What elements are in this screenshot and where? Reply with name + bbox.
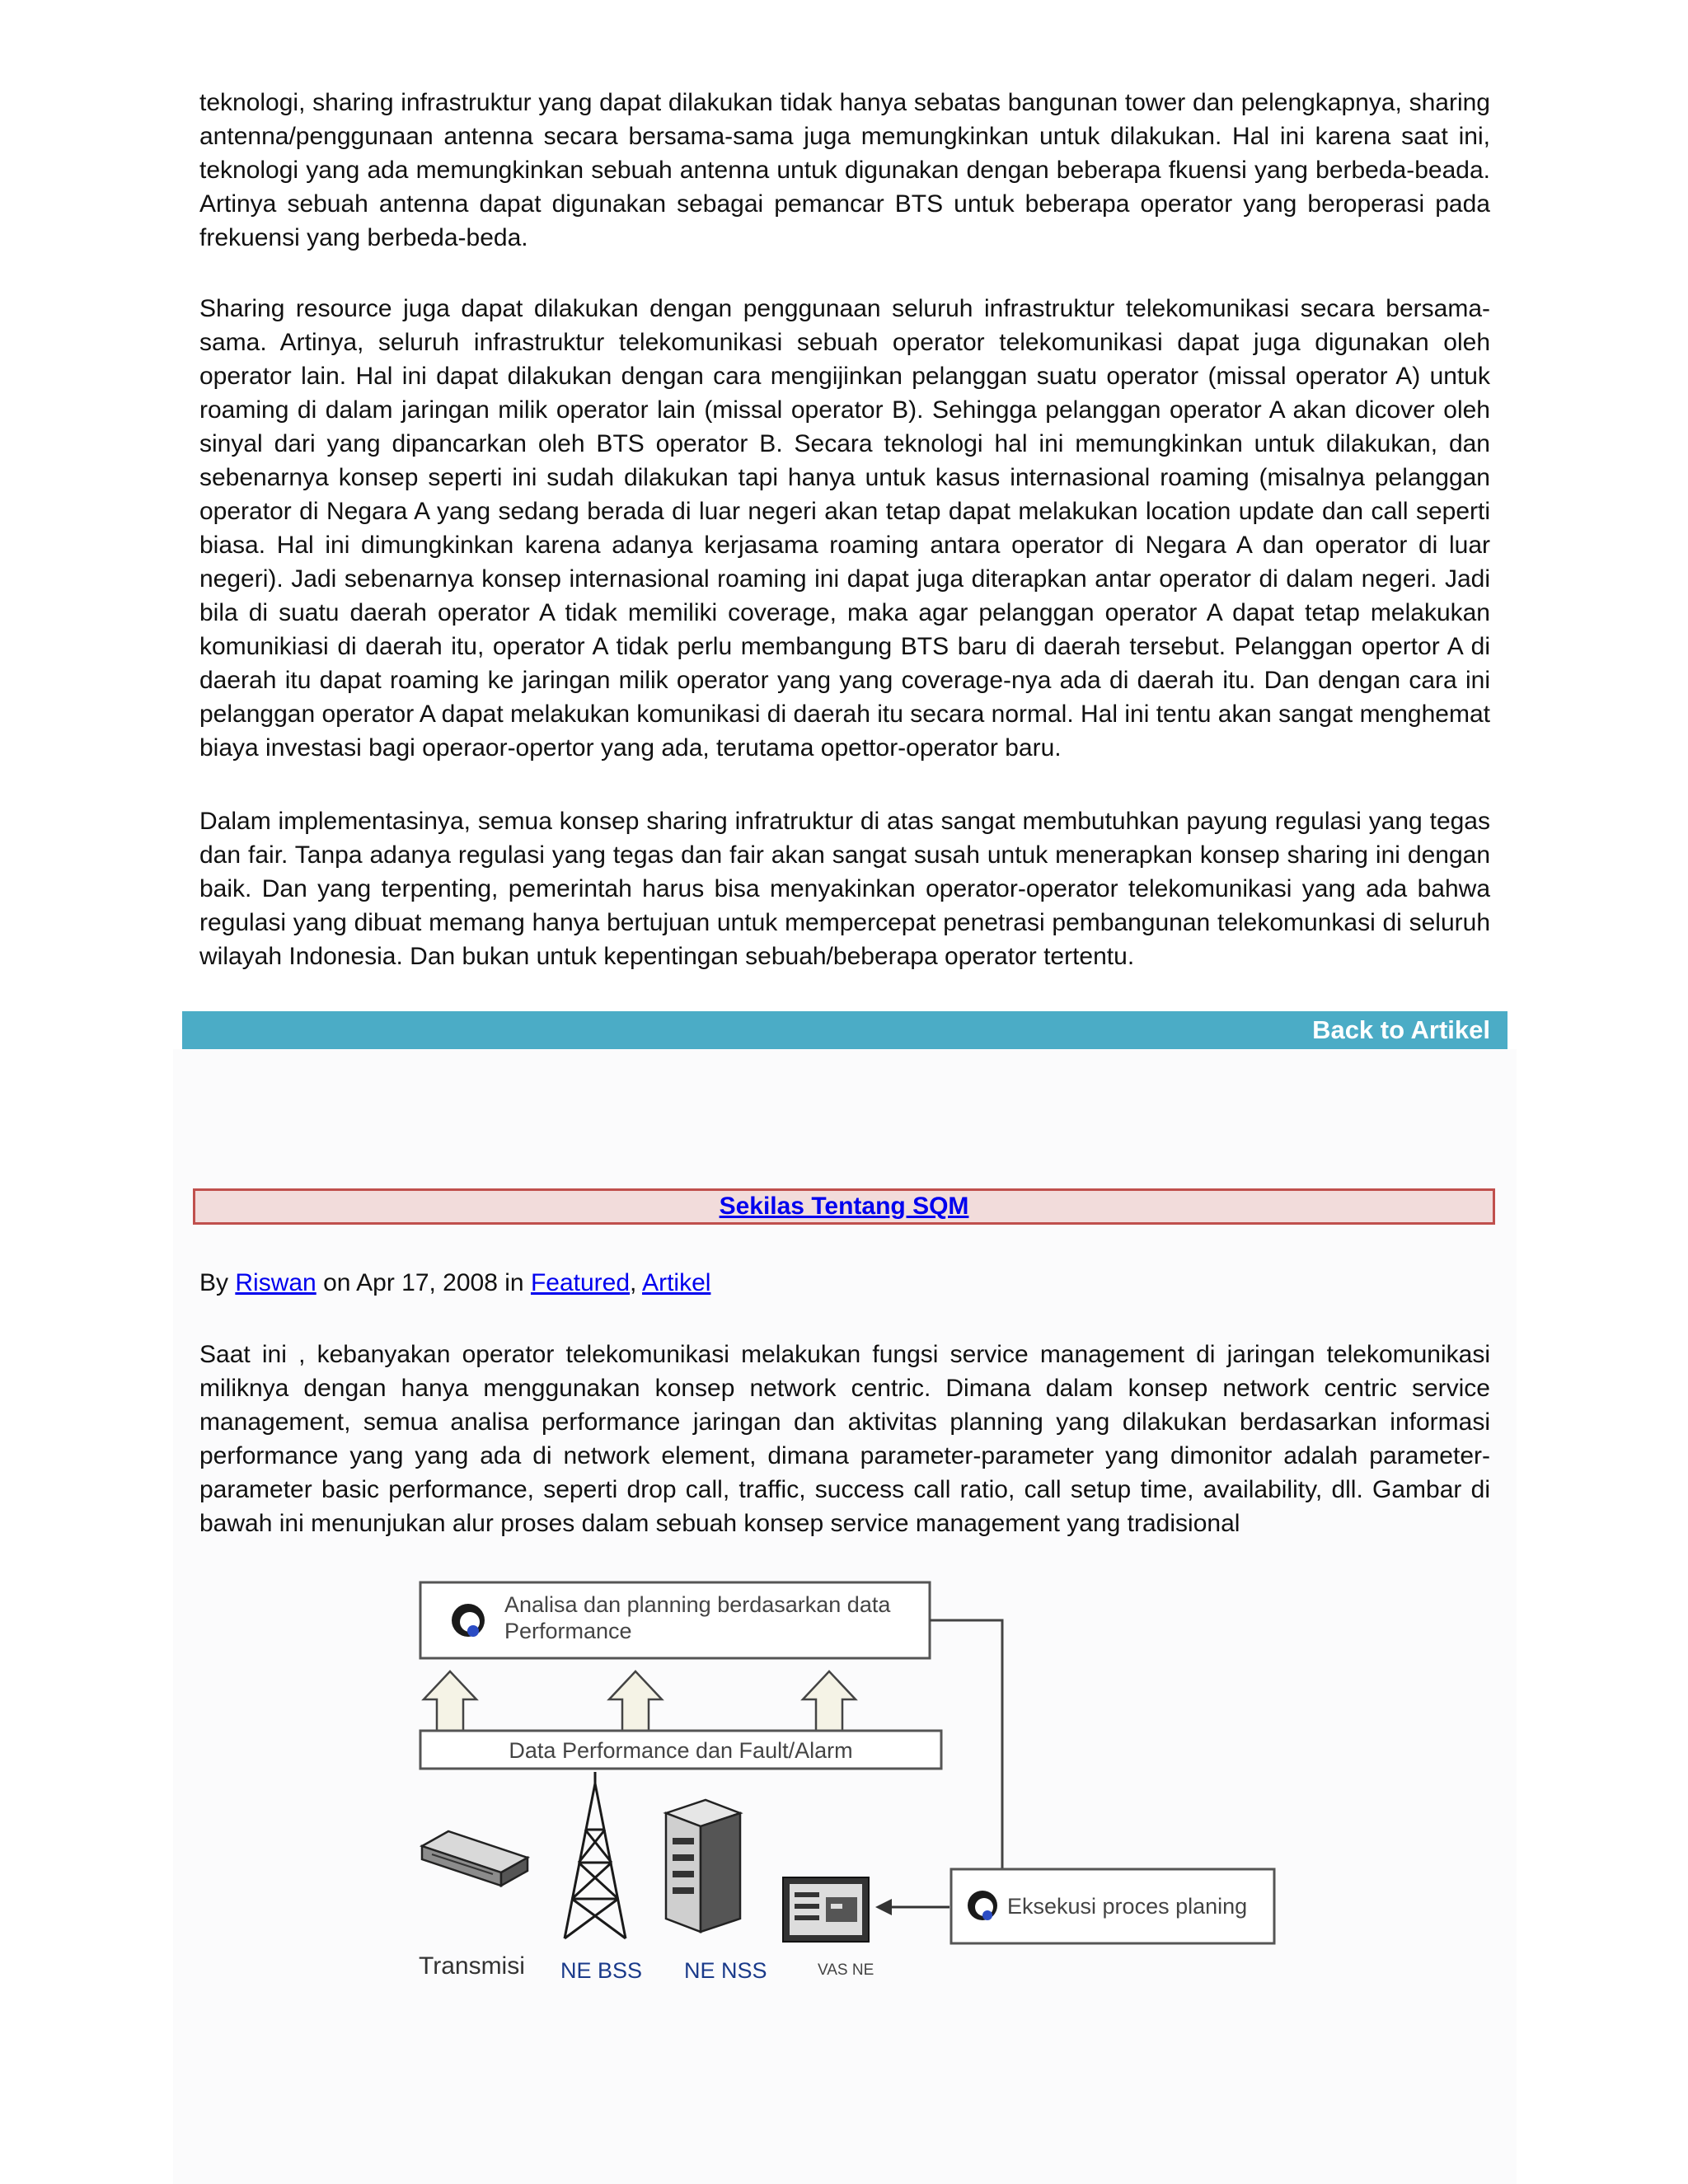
analysis-box-line2: Performance — [504, 1619, 632, 1643]
label-ne-bss: NE BSS — [560, 1958, 643, 1983]
article-byline — [199, 1266, 710, 1300]
data-performance-label: Data Performance dan Fault/Alarm — [509, 1738, 853, 1763]
article-title-link[interactable]: Sekilas Tentang SQM — [719, 1193, 969, 1220]
person-icon — [968, 1891, 997, 1920]
execution-box — [951, 1869, 1274, 1943]
byline-date: on Apr 17, 2008 in — [323, 1269, 524, 1296]
bts-tower-icon — [565, 1772, 626, 1938]
paragraph-resource-sharing: Sharing resource juga dapat dilakukan dengan penggunaan seluruh infrastruktur telekomunikasi secara bersama-sama. Artinya, seluruh infrastruktur telekomunikasi sebuah operator telekomunikasi dapat juga digunakan oleh operator lain. Hal ini dapat dilakukan dengan cara mengijinkan pelanggan suatu operator (missal operator A) untuk roaming di dalam jaringan milik operator lain (missal operator B). Sehingga pelanggan operator A akan dicover oleh sinyal dari yang dipancarkan oleh BTS operator B. Secara teknologi hal ini memungkinkan untuk dilakukan, dan sebenarnya konsep seperti ini sudah dilakukan tapi hanya untuk kasus internasional roaming (misalnya pelanggan operator di Negara A yang sedang berada di luar negeri akan tetap dapat melakukan location update dan call seperti biasa. Hal ini dimungkinkan karena adanya kerjasama roaming antara operator di Negara A dan operator di luar negeri). Jadi sebenarnya konsep internasional roaming ini dapat juga diterapkan antar operator di dalam negeri. Jadi bila di suatu daerah operator A tidak memiliki coverage, maka agar pelanggan operator A dapat tetap melakukan komunikiasi di daerah itu, operator A tidak perlu membangung BTS baru di daerah tersebut. Pelanggan opertor A di daerah itu dapat roaming ke jaringan milik operator yang yang coverage-nya ada di daerah itu. Dan dengan cara ini pelanggan operator A dapat melakukan komunikasi di daerah itu secara normal. Hal ini tentu akan sangat menghemat biaya investasi bagi operaor-opertor yang ada, terutama opettor-operator baru. — [199, 295, 1490, 762]
category-featured-link[interactable]: Featured — [530, 1269, 631, 1296]
transmission-device-icon — [422, 1831, 528, 1886]
analysis-box — [420, 1582, 930, 1658]
service-management-diagram — [404, 1566, 1286, 1994]
person-icon — [452, 1604, 485, 1637]
category-artikel-link[interactable]: Artikel — [642, 1269, 711, 1296]
vas-device-icon — [783, 1877, 869, 1942]
arrow-left-icon — [875, 1899, 892, 1915]
author-link[interactable]: Riswan — [235, 1269, 316, 1296]
paragraph-regulation: Dalam implementasinya, semua konsep sharing infratruktur di atas sangat membutuhkan payung regulasi yang tegas dan fair. Tanpa adanya regulasi yang tegas dan fair akan sangat susah untuk menerapkan konsep sharing ini dengan baik. Dan yang terpenting, pemerintah harus bisa menyakinkan operator-operator telekomunikasi yang ada bahwa regulasi yang dibuat memang hanya bertujuan untuk mempercepat penetrasi pembangunan telekomunkasi di seluruh wilayah Indonesia. Dan bukan untuk kepentingan sebuah/beberapa operator tertentu. — [199, 808, 1490, 970]
server-icon — [666, 1800, 740, 1932]
up-arrow-icon — [424, 1671, 476, 1732]
label-vas-ne: VAS NE — [818, 1961, 874, 1979]
analysis-box-line1: Analisa dan planning berdasarkan data — [504, 1592, 891, 1617]
back-bar — [182, 1011, 1507, 1049]
byline-comma: , — [630, 1269, 637, 1296]
up-arrow-icon — [609, 1671, 662, 1732]
paragraph-sqm-intro: Saat ini , kebanyakan operator telekomunikasi melakukan fungsi service management di jaringan telekomunikasi miliknya dengan hanya menggunakan konsep network centric. Dimana dalam konsep network centric service management, semua analisa performance jaringan dan aktivitas planning yang dilakukan berdasarkan informasi performance yang yang ada di network element, dimana parameter-parameter yang dimonitor adalah parameter-parameter basic performance, seperti drop call, traffic, success call ratio, call setup time, availability, dll. Gambar di bawah ini menunjukan alur proses dalam sebuah konsep service management yang tradisional — [199, 1341, 1490, 1537]
up-arrow-icon — [803, 1671, 856, 1732]
execution-box-label: Eksekusi proces planing — [1007, 1894, 1248, 1919]
label-transmisi: Transmisi — [419, 1952, 525, 1980]
byline-by: By — [199, 1269, 229, 1296]
up-arrows — [424, 1671, 856, 1732]
article-title-box — [193, 1188, 1495, 1225]
label-ne-nss: NE NSS — [684, 1958, 767, 1983]
paragraph-infra-sharing: teknologi, sharing infrastruktur yang dapat dilakukan tidak hanya sebatas bangunan tower dan pelengkapnya, sharing antenna/penggunaan antenna secara bersama-sama juga memungkinkan untuk dilakukan. Hal ini karena saat ini, teknologi yang ada memungkinkan sebuah antenna untuk digunakan dengan beberapa fkuensi yang berbeda-beada. Artinya sebuah antenna dapat digunakan sebagai pemancar BTS untuk beberapa operator yang beroperasi pada frekuensi yang berbeda-beda. — [199, 89, 1490, 251]
back-to-artikel-link[interactable]: Back to Artikel — [1312, 1015, 1490, 1044]
data-performance-box — [420, 1731, 941, 1769]
